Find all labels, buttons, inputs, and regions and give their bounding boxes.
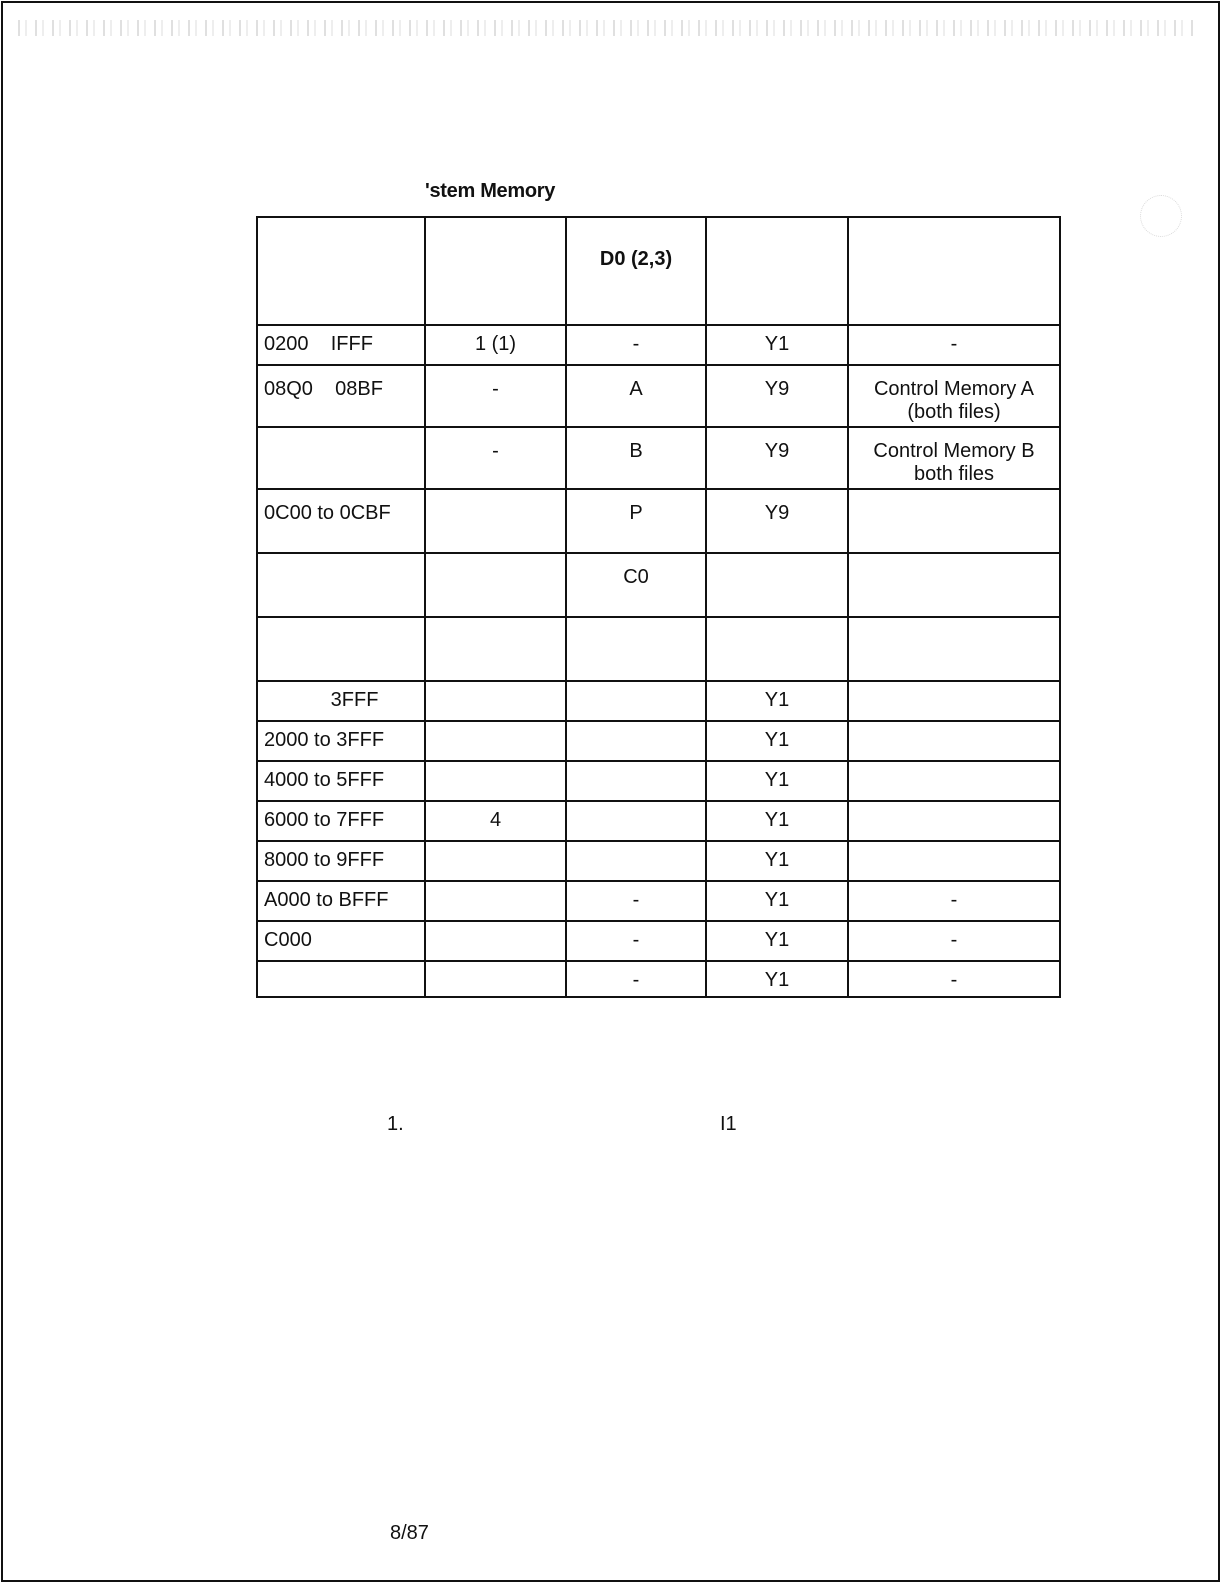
table-cell — [256, 922, 426, 960]
table-cell — [849, 802, 1061, 840]
cell-text: (both files) — [907, 401, 1001, 423]
table-cell — [426, 618, 567, 680]
table-cell — [707, 326, 849, 364]
memory-map-table — [256, 216, 1061, 998]
table-cell — [849, 882, 1061, 920]
cell-text: Y1 — [764, 849, 790, 871]
table-row — [256, 326, 1061, 366]
cell-text: 08Q0 08BF — [264, 378, 383, 400]
table-cell — [707, 962, 849, 996]
cell-text: B — [629, 440, 643, 462]
cell-text: - — [492, 440, 499, 462]
table-cell — [426, 326, 567, 364]
cell-text: 1 (1) — [474, 333, 517, 355]
cell-text: Y1 — [764, 969, 790, 991]
table-cell — [256, 682, 426, 720]
cell-text: C0 — [623, 566, 649, 588]
table-row — [256, 882, 1061, 922]
cell-text: both files — [913, 463, 995, 485]
table-row — [256, 428, 1061, 490]
cell-text: - — [950, 333, 958, 355]
table-cell — [426, 722, 567, 760]
cell-text: A000 to BFFF — [264, 889, 389, 911]
scan-noise-strip — [18, 20, 1198, 36]
cell-text: 8000 to 9FFF — [264, 849, 385, 871]
table-cell — [256, 618, 426, 680]
table-cell — [426, 366, 567, 426]
table-cell — [256, 554, 426, 616]
table-cell — [567, 882, 707, 920]
table-row — [256, 490, 1061, 554]
table-cell — [849, 682, 1061, 720]
cell-text: 0C00 to 0CBF — [264, 502, 391, 524]
table-cell — [567, 722, 707, 760]
table-row — [256, 722, 1061, 762]
table-cell — [567, 554, 707, 616]
table-cell — [567, 962, 707, 996]
table-cell — [707, 762, 849, 800]
note-text: I1 — [720, 1113, 737, 1135]
table-cell — [707, 682, 849, 720]
cell-text: 6000 to 7FFF — [264, 809, 385, 831]
table-cell — [426, 762, 567, 800]
table-cell — [707, 490, 849, 552]
table-cell — [849, 366, 1061, 426]
cell-text: Control Memory B — [873, 440, 1035, 462]
cell-text: P — [629, 502, 643, 524]
cell-text: 0200 IFFF — [264, 333, 373, 355]
table-cell — [567, 682, 707, 720]
table-cell — [256, 722, 426, 760]
table-cell — [849, 554, 1061, 616]
table-title: 'stem Memory — [425, 180, 556, 202]
cell-text: - — [632, 889, 640, 911]
note-number: 1. — [387, 1113, 404, 1135]
cell-text: Y1 — [764, 809, 790, 831]
table-cell — [707, 922, 849, 960]
table-cell — [256, 842, 426, 880]
table-row — [256, 682, 1061, 722]
scan-speck — [1140, 195, 1182, 237]
cell-text: 2000 to 3FFF — [264, 729, 385, 751]
table-cell — [256, 490, 426, 552]
cell-text: Y1 — [764, 333, 790, 355]
cell-text: Control Memory A — [873, 378, 1035, 400]
table-cell — [567, 842, 707, 880]
header-cell — [426, 218, 567, 324]
table-row — [256, 962, 1061, 998]
cell-text: Y1 — [764, 769, 790, 791]
table-row — [256, 922, 1061, 962]
cell-text: - — [632, 969, 640, 991]
table-cell — [256, 366, 426, 426]
table-cell — [567, 366, 707, 426]
table-cell — [707, 722, 849, 760]
table-cell — [849, 762, 1061, 800]
table-cell — [567, 802, 707, 840]
cell-text: C000 — [264, 929, 312, 951]
table-cell — [567, 618, 707, 680]
table-cell — [567, 428, 707, 488]
table-cell — [849, 618, 1061, 680]
header-cell — [707, 218, 849, 324]
cell-text: 4 — [489, 809, 502, 831]
table-cell — [256, 882, 426, 920]
cell-text: - — [950, 969, 958, 991]
table-cell — [567, 326, 707, 364]
table-cell — [426, 682, 567, 720]
table-row — [256, 802, 1061, 842]
header-cell — [849, 218, 1061, 324]
table-cell — [256, 326, 426, 364]
cell-text: 4000 to 5FFF — [264, 769, 385, 791]
table-cell — [426, 802, 567, 840]
cell-text: - — [950, 889, 958, 911]
cell-text: A — [629, 378, 643, 400]
table-cell — [707, 366, 849, 426]
table-cell — [707, 554, 849, 616]
footer-date: 8/87 — [390, 1522, 429, 1544]
cell-text: - — [632, 333, 640, 355]
table-cell — [426, 842, 567, 880]
table-cell — [567, 922, 707, 960]
table-cell — [707, 428, 849, 488]
table-cell — [426, 428, 567, 488]
table-cell — [256, 802, 426, 840]
cell-text: - — [492, 378, 499, 400]
table-cell — [256, 428, 426, 488]
table-cell — [567, 762, 707, 800]
header-cell: D0 (2,3) — [567, 218, 707, 324]
table-cell — [849, 962, 1061, 996]
table-cell — [849, 842, 1061, 880]
cell-text: Y1 — [764, 729, 790, 751]
header-cell — [256, 218, 426, 324]
table-cell — [426, 554, 567, 616]
cell-text: Y1 — [764, 889, 790, 911]
table-cell — [567, 490, 707, 552]
table-row — [256, 842, 1061, 882]
table-cell — [426, 962, 567, 996]
cell-text: Y1 — [764, 689, 790, 711]
table-cell — [256, 962, 426, 996]
table-cell — [426, 922, 567, 960]
table-cell — [707, 842, 849, 880]
table-row — [256, 762, 1061, 802]
table-cell — [426, 490, 567, 552]
table-cell — [849, 922, 1061, 960]
table-cell — [849, 326, 1061, 364]
table-cell — [849, 428, 1061, 488]
table-header-row — [256, 216, 1061, 326]
cell-text: - — [950, 929, 958, 951]
table-cell — [849, 722, 1061, 760]
cell-text: - — [632, 929, 640, 951]
table-cell — [707, 882, 849, 920]
cell-text: 3FFF — [264, 689, 379, 711]
table-cell — [707, 802, 849, 840]
table-row — [256, 554, 1061, 618]
cell-text: Y9 — [764, 440, 790, 462]
cell-text: Y9 — [764, 502, 790, 524]
table-cell — [707, 618, 849, 680]
cell-text: Y1 — [764, 929, 790, 951]
table-cell — [849, 490, 1061, 552]
cell-text: Y9 — [764, 378, 790, 400]
table-row — [256, 618, 1061, 682]
table-row — [256, 366, 1061, 428]
table-cell — [426, 882, 567, 920]
table-cell — [256, 762, 426, 800]
